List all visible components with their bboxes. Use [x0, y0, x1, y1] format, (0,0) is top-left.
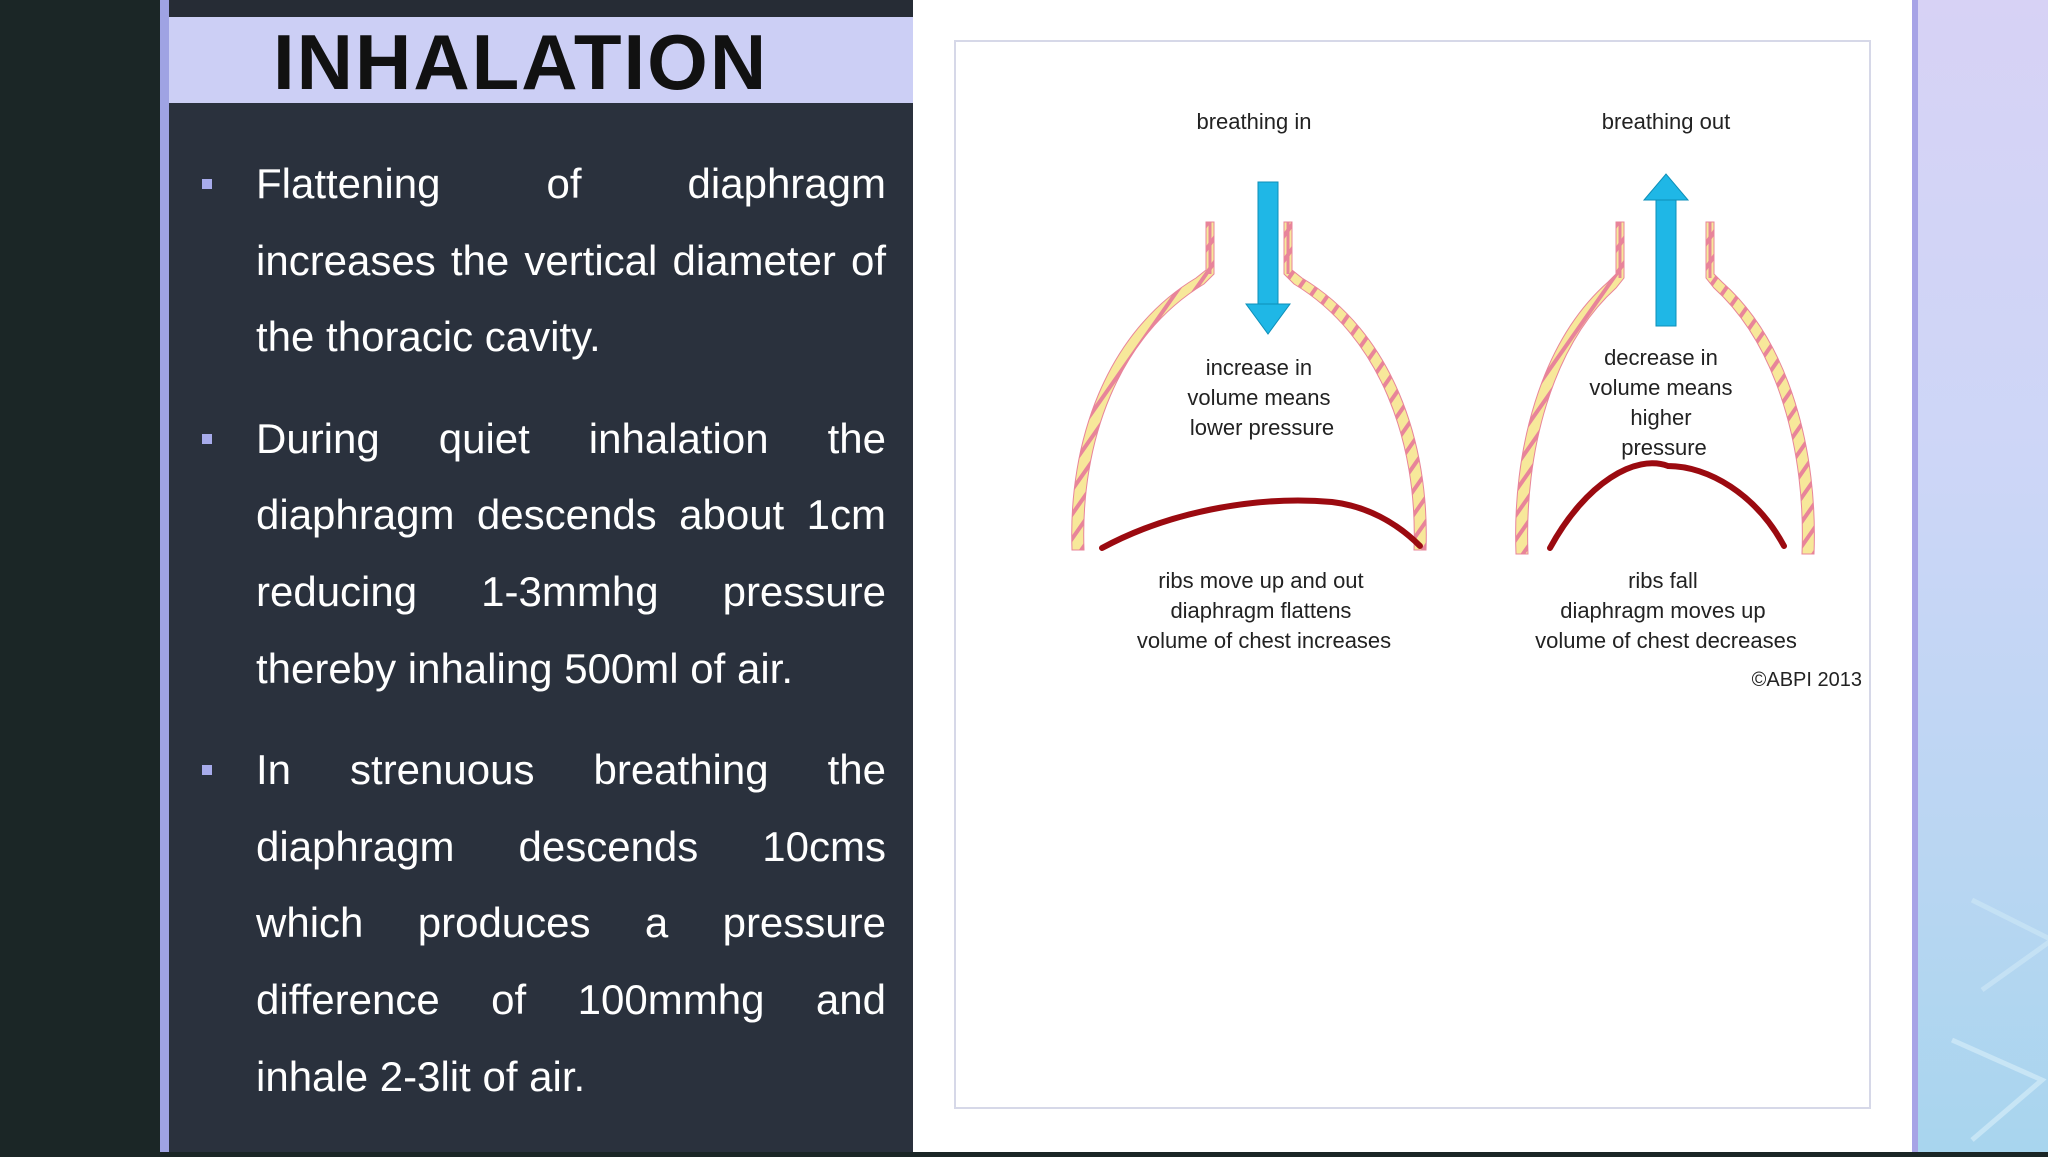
left-caption-line: volume of chest increases [1136, 628, 1392, 653]
breathing-diagram [954, 40, 1871, 1109]
right-heading: breathing out [1601, 109, 1731, 134]
left-diaphragm [1102, 501, 1420, 548]
left-caption [1137, 568, 1391, 653]
accent-bar [160, 0, 169, 1152]
right-accent-edge [1912, 0, 1918, 1152]
left-inner-line: lower pressure [1189, 415, 1335, 440]
right-inner-line: pressure [1621, 435, 1707, 460]
left-heading: breathing in [1196, 109, 1312, 134]
right-caption-line: ribs fall [1628, 568, 1698, 593]
right-caption-line: diaphragm moves up [1560, 598, 1766, 623]
bullet-square-icon [202, 434, 212, 444]
right-caption-line: volume of chest decreases [1535, 628, 1797, 653]
breathing-diagram-svg [956, 42, 1869, 1107]
left-caption-line: ribs move up and out [1158, 568, 1364, 593]
right-inner-line: higher [1630, 405, 1692, 430]
bullet-text: In strenuous breathing the diaphragm descends 10cms which produces a pressure difference of 100mmhg and inhale 2-3lit of air. [256, 746, 886, 1100]
copyright-text: ©ABPI 2013 [1751, 669, 1862, 691]
bullet-text: Flattening of diaphragm increases the vertical diameter of the thoracic cavity. [256, 160, 886, 361]
right-inner-line: decrease in [1604, 345, 1718, 370]
bullet-list [198, 146, 886, 1140]
bullet-item [198, 401, 886, 707]
bullet-item [198, 732, 886, 1115]
right-inner-line: volume means [1589, 375, 1733, 400]
top-strip [169, 0, 913, 17]
bullet-item [198, 146, 886, 376]
left-arrow-down-icon [1246, 182, 1290, 334]
right-decorative-panel [1912, 0, 2048, 1152]
bullet-square-icon [202, 765, 212, 775]
right-inner-text [1589, 345, 1738, 460]
right-arrow-up-icon [1644, 174, 1688, 326]
bullet-square-icon [202, 179, 212, 189]
right-diaphragm [1550, 463, 1784, 548]
bullet-text: During quiet inhalation the diaphragm descends about 1cm reducing 1-3mmhg pressure thereby inhaling 500ml of air. [256, 414, 886, 692]
title-bar [169, 17, 913, 106]
left-inner-line: increase in [1205, 355, 1313, 380]
left-inner-text [1187, 355, 1336, 440]
left-caption-line: diaphragm flattens [1170, 598, 1352, 623]
slide-title: INHALATION [273, 18, 769, 106]
decorative-chevron-icon [1912, 0, 2048, 1152]
left-dark-band [0, 0, 160, 1152]
left-inner-line: volume means [1187, 385, 1331, 410]
right-caption [1535, 568, 1797, 653]
